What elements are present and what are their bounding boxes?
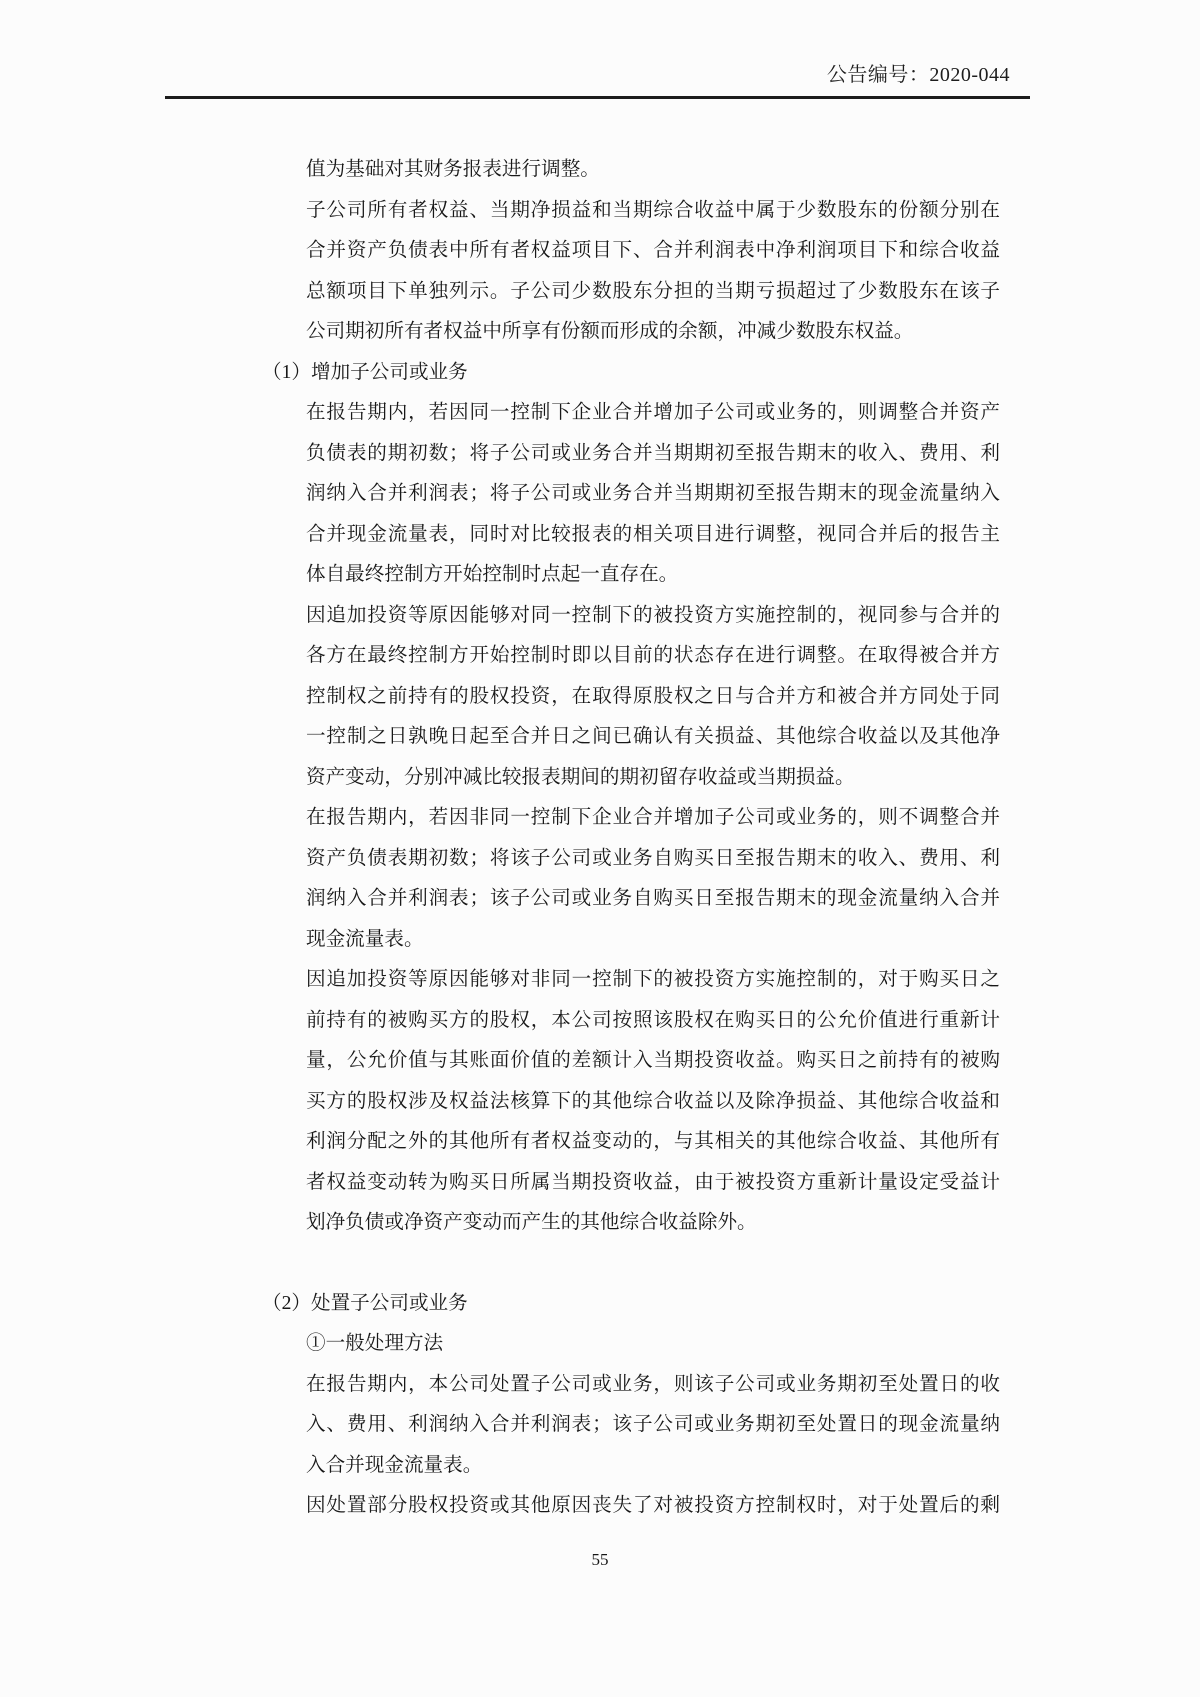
- paragraph-spacer: [306, 1244, 1000, 1284]
- document-line: 在报告期内，本公司处置子公司或业务，则该子公司或业务期初至处置日的收: [306, 1373, 1000, 1395]
- document-body: [262, 150, 1000, 1527]
- document-line: 合并现金流量表，同时对比较报表的相关项目进行调整，视同合并后的报告主: [306, 523, 1000, 545]
- document-line: 各方在最终控制方开始控制时即以目前的状态存在进行调整。在取得被合并方: [306, 645, 1000, 666]
- document-line: 因处置部分股权投资或其他原因丧失了对被投资方控制权时，对于处置后的剩: [306, 1495, 1000, 1516]
- header-divider: [165, 96, 1030, 99]
- document-line: 买方的股权涉及权益法核算下的其他综合收益以及除净损益、其他综合收益和: [306, 1090, 1000, 1112]
- document-line: 前持有的被购买方的股权，本公司按照该股权在购买日的公允价值进行重新计: [306, 1009, 1000, 1031]
- document-line: 润纳入合并利润表；该子公司或业务自购买日至报告期末的现金流量纳入合并: [306, 888, 1000, 909]
- document-line: 资产负债表期初数；将该子公司或业务自购买日至报告期末的收入、费用、利: [306, 847, 1000, 869]
- announcement-number: 公告编号：2020-044: [826, 64, 1010, 86]
- document-line: 在报告期内，若因非同一控制下企业合并增加子公司或业务的，则不调整合并: [306, 807, 1000, 828]
- document-line: 资产变动，分别冲减比较报表期间的期初留存收益或当期损益。: [306, 766, 855, 788]
- document-line: 体自最终控制方开始控制时点起一直存在。: [306, 564, 679, 585]
- document-line: 负债表的期初数；将子公司或业务合并当期期初至报告期末的收入、费用、利: [306, 442, 1000, 464]
- document-line: 润纳入合并利润表；将子公司或业务合并当期期初至报告期末的现金流量纳入: [306, 483, 1000, 504]
- document-line: 入合并现金流量表。: [306, 1454, 483, 1476]
- document-line: 值为基础对其财务报表进行调整。: [306, 159, 600, 180]
- document-line: 合并资产负债表中所有者权益项目下、合并利润表中净利润项目下和综合收益: [306, 240, 1000, 261]
- document-line: 因追加投资等原因能够对非同一控制下的被投资方实施控制的，对于购买日之: [306, 969, 1000, 990]
- document-line: 现金流量表。: [306, 928, 424, 950]
- document-line: 因追加投资等原因能够对同一控制下的被投资方实施控制的，视同参与合并的: [306, 604, 1000, 626]
- document-line: 一控制之日孰晚日起至合并日之间已确认有关损益、其他综合收益以及其他净: [306, 726, 1000, 747]
- section-heading: （1）增加子公司或业务: [262, 361, 468, 383]
- document-line: 在报告期内，若因同一控制下企业合并增加子公司或业务的，则调整合并资产: [306, 402, 1000, 423]
- document-line: 入、费用、利润纳入合并利润表；该子公司或业务期初至处置日的现金流量纳: [306, 1414, 1000, 1435]
- document-line: 控制权之前持有的股权投资，在取得原股权之日与合并方和被合并方同处于同: [306, 685, 1000, 707]
- document-line: 子公司所有者权益、当期净损益和当期综合收益中属于少数股东的份额分别在: [306, 199, 1000, 221]
- document-line: 总额项目下单独列示。子公司少数股东分担的当期亏损超过了少数股东在该子: [306, 280, 1000, 302]
- document-line: 划净负债或净资产变动而产生的其他综合收益除外。: [306, 1212, 757, 1233]
- page-number: 55: [591, 1550, 609, 1569]
- document-line: ①一般处理方法: [306, 1333, 444, 1354]
- document-line: 公司期初所有者权益中所享有份额而形成的余额，冲减少数股东权益。: [306, 321, 914, 342]
- document-line: 量，公允价值与其账面价值的差额计入当期投资收益。购买日之前持有的被购: [306, 1050, 1000, 1071]
- document-line: 者权益变动转为购买日所属当期投资收益，由于被投资方重新计量设定受益计: [306, 1171, 1000, 1193]
- section-heading: （2）处置子公司或业务: [262, 1292, 468, 1314]
- document-line: 利润分配之外的其他所有者权益变动的，与其相关的其他综合收益、其他所有: [306, 1131, 1000, 1152]
